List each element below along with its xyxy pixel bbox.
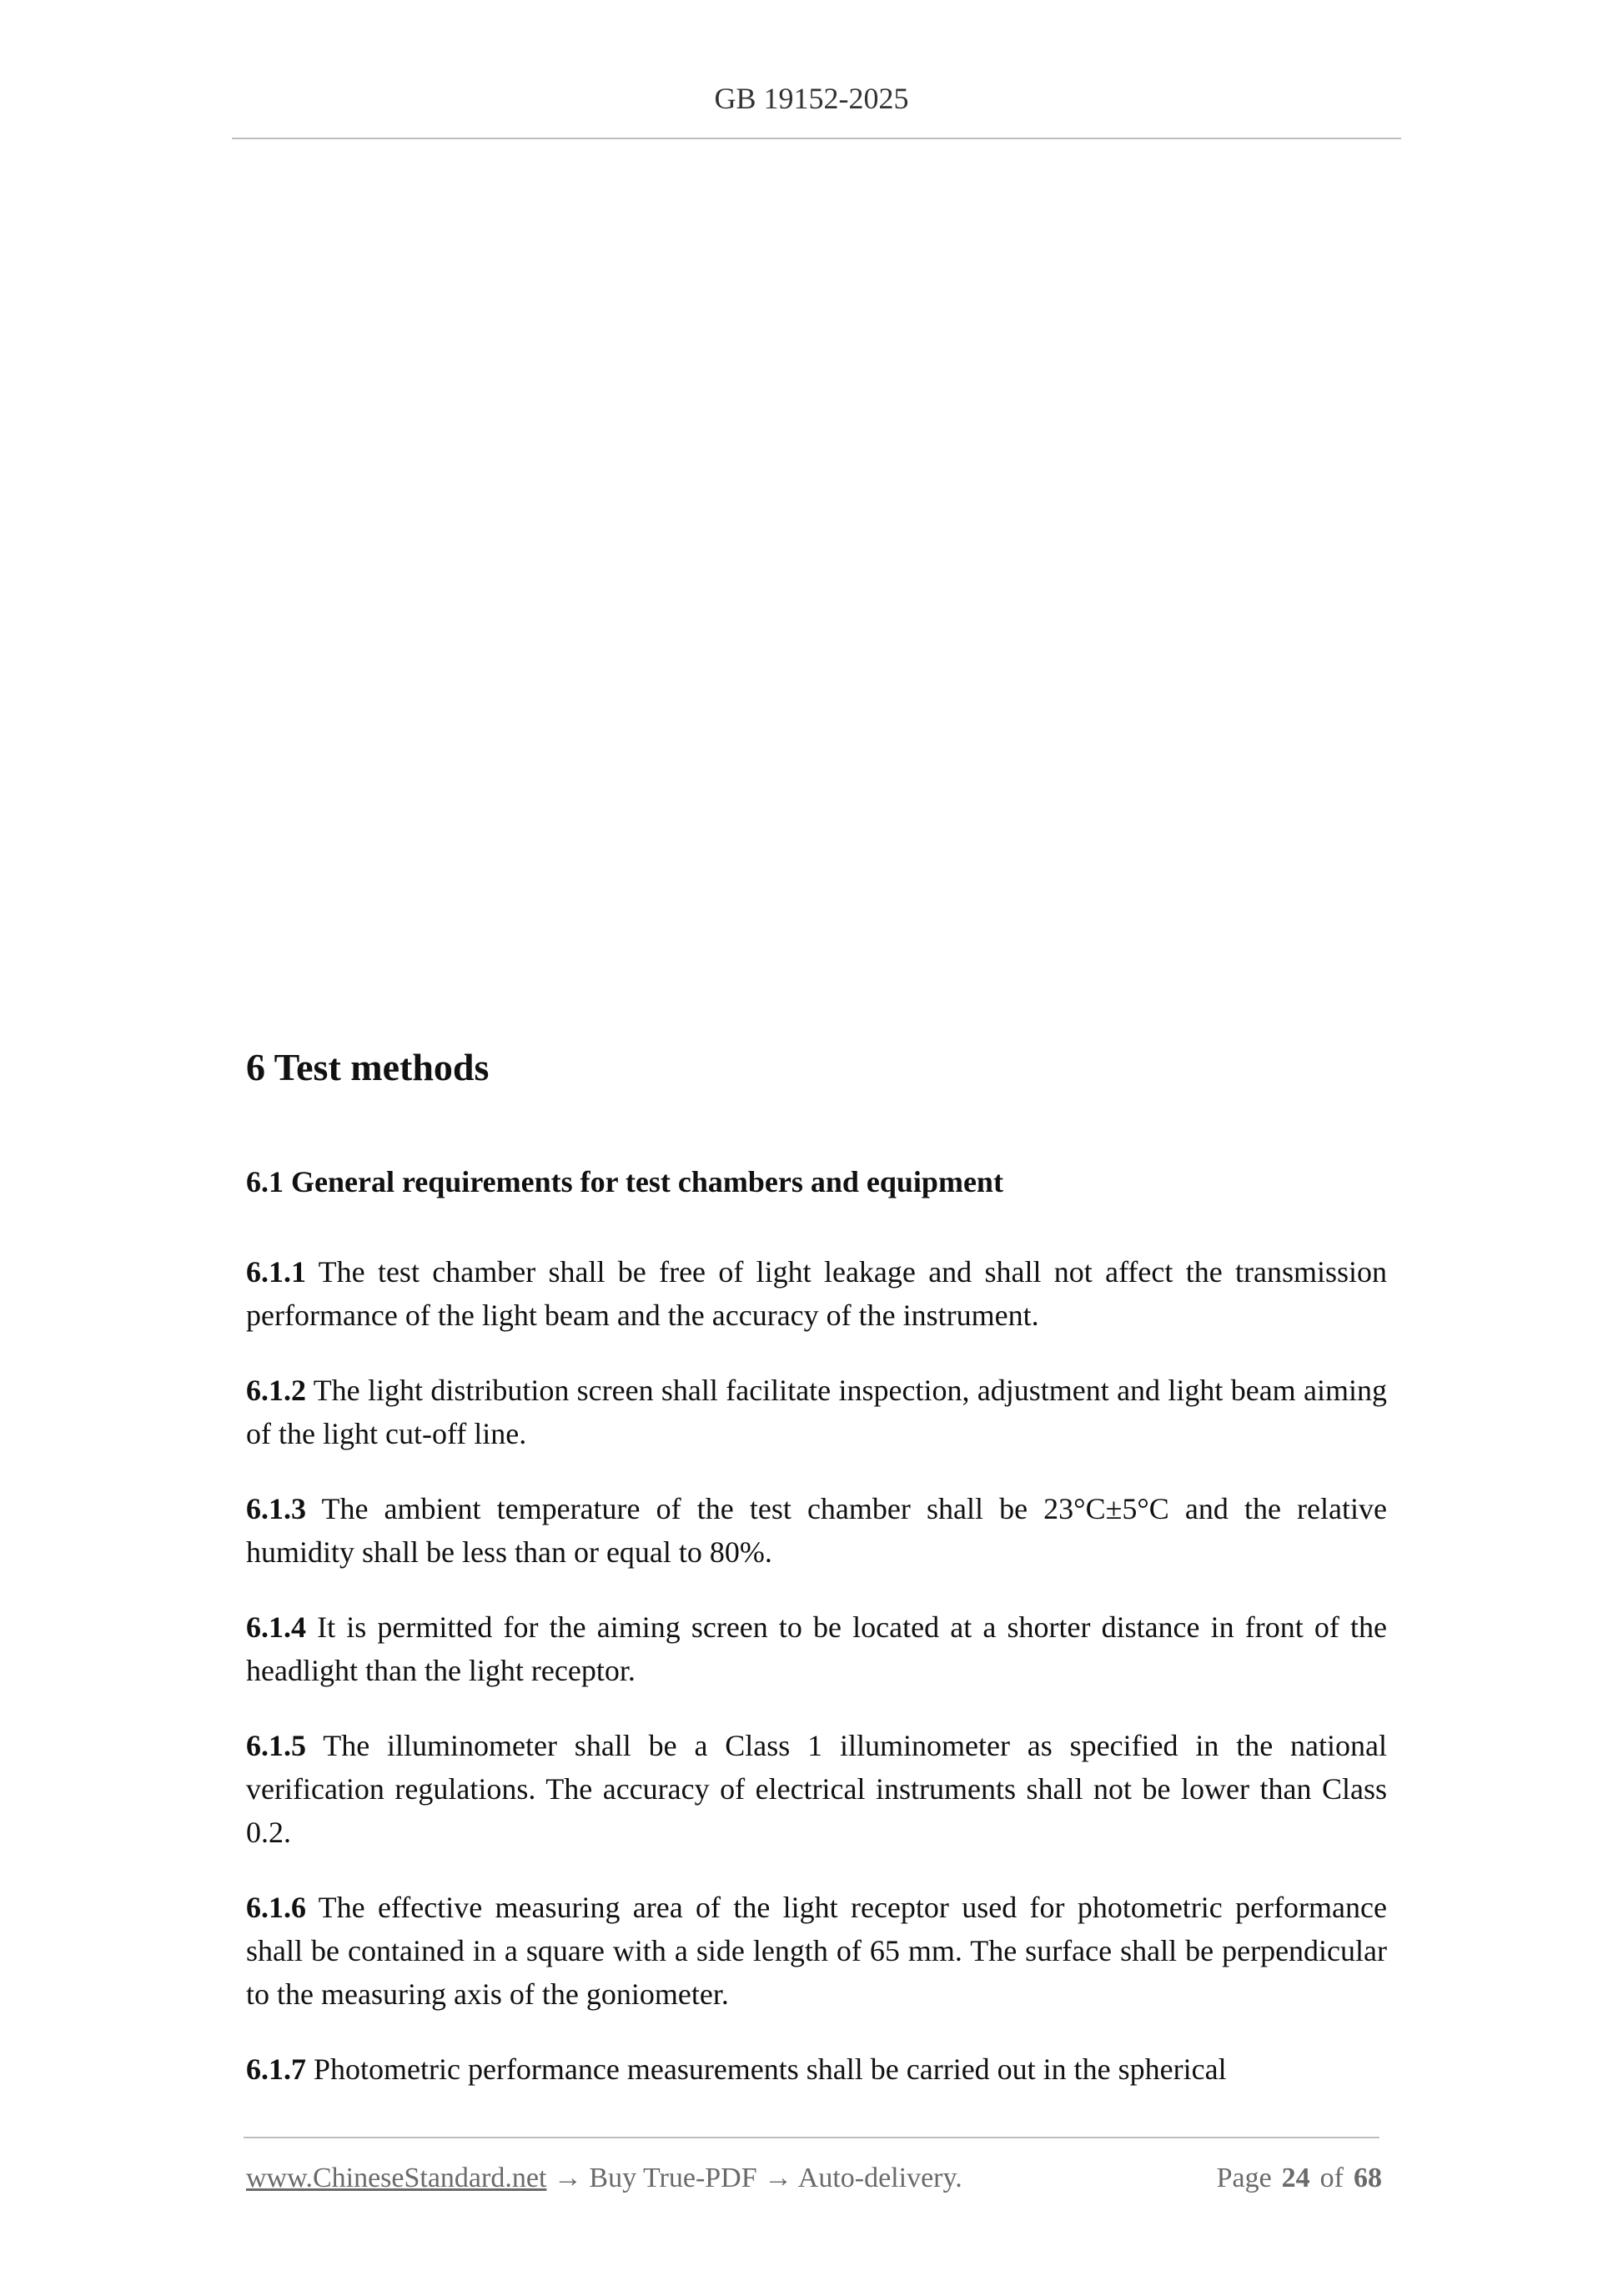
header-divider — [232, 138, 1401, 139]
page-content — [246, 1041, 1387, 2091]
clause-number: 6.1.5 — [246, 1729, 306, 1762]
section-heading: 6 Test methods — [246, 1046, 490, 1088]
clause-text: The ambient temperature of the test chamber shall be 23°C±5°C and the relative humidity shall be less than or equal to 80%. — [246, 1492, 1387, 1569]
clause-number: 6.1.1 — [246, 1255, 306, 1289]
clause-number: 6.1.3 — [246, 1492, 306, 1525]
arrow-right-icon: → — [764, 2163, 793, 2193]
subsection-heading: 6.1 General requirements for test chambers and equipment — [246, 1165, 1003, 1198]
clause-text: The effective measuring area of the light receptor used for photometric performance shall be contained in a square with a side length of 65 mm. The surface shall be perpendicular to the measuring axis of the goniometer. — [246, 1891, 1387, 2011]
clause-text: The test chamber shall be free of light leakage and shall not affect the transmission performance of the light beam and the accuracy of the instrument. — [246, 1255, 1387, 1332]
clause-text: Photometric performance measurements shall be carried out in the spherical — [314, 2052, 1227, 2086]
arrow-right-icon: → — [553, 2163, 582, 2193]
clause-6-1-1 — [246, 1250, 1387, 1337]
clause-number: 6.1.6 — [246, 1891, 306, 1924]
page-indicator — [1217, 2160, 1382, 2197]
clause-6-1-4 — [246, 1605, 1387, 1692]
clause-text: The illuminometer shall be a Class 1 illuminometer as specified in the national verification regulations. The accuracy of electrical instruments shall not be lower than Class 0.2. — [246, 1729, 1388, 1849]
of-label: of — [1319, 2163, 1344, 2193]
total-page-number: 68 — [1354, 2163, 1382, 2193]
clause-text: The light distribution screen shall facilitate inspection, adjustment and light beam aiming of the light cut-off line. — [246, 1374, 1387, 1450]
clause-6-1-5 — [246, 1724, 1387, 1854]
buy-text: Buy True-PDF — [589, 2163, 757, 2193]
page-label: Page — [1216, 2163, 1272, 2193]
clause-number: 6.1.4 — [246, 1610, 306, 1644]
document-code-header: GB 19152-2025 — [714, 82, 909, 115]
clause-6-1-3 — [246, 1487, 1387, 1574]
footer-promo — [246, 2160, 962, 2197]
clause-text: It is permitted for the aiming screen to be located at a shorter distance in front of the headlight than the light receptor. — [246, 1610, 1388, 1687]
current-page-number: 24 — [1281, 2163, 1310, 2193]
site-link[interactable]: www.ChineseStandard.net — [246, 2163, 547, 2193]
clause-number: 6.1.2 — [246, 1374, 306, 1407]
footer-divider — [244, 2137, 1379, 2138]
clause-number: 6.1.7 — [246, 2052, 306, 2086]
clause-6-1-7 — [246, 2047, 1387, 2091]
clause-6-1-6 — [246, 1886, 1387, 2016]
delivery-text: Auto-delivery. — [797, 2163, 962, 2193]
clause-6-1-2 — [246, 1369, 1387, 1455]
